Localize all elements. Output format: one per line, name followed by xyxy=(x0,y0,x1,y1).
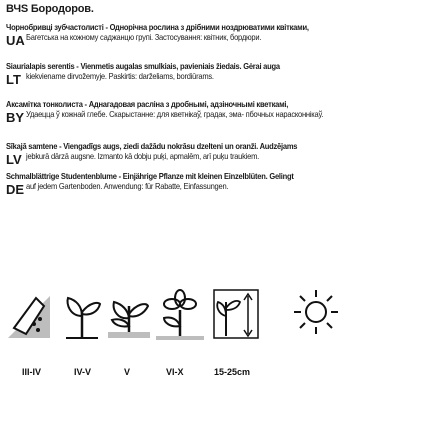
description-text: jebkurā dārzā augsne. Izmanto kā dobju puķi, apmalēm, arī puķu traukiem. xyxy=(26,152,259,161)
language-code: DE xyxy=(6,182,25,197)
description-first-line: Чорнобривці зубчастолисті - Однорічна рослина з дрібними ноздрюватими квітками, xyxy=(6,23,309,32)
language-code: LV xyxy=(6,152,22,167)
growing-calendar-labels xyxy=(0,367,422,383)
sowing-icon xyxy=(4,288,58,342)
description-lt xyxy=(6,62,416,86)
description-text: auf jedem Gartenboden. Anwendung: für Rabatte, Einfassungen. xyxy=(26,182,229,191)
description-lv xyxy=(6,142,416,166)
seedling-label: IV-V xyxy=(74,367,92,377)
blooming-label: VI-X xyxy=(166,367,184,377)
description-text: Багетська на кожному саджанцю групі. Застосування: квітник, бордюри. xyxy=(26,33,262,42)
description-ua xyxy=(6,23,416,47)
description-first-line: Schmalblättrige Studentenblume - Einjährige Pflanze mit kleinen Einzelblüten. Gelingt xyxy=(6,172,294,181)
description-text: kiekviename dirvožemyje. Paskirtis: darželiams, bordiūrams. xyxy=(26,72,214,81)
growing-calendar-icons xyxy=(0,288,422,338)
sun-icon xyxy=(292,288,342,342)
description-text: Удаецца ў кожнай глебе. Скарыстанне: для кветнікаў, градак, эма- пбочных нарасконнікаў. xyxy=(26,110,324,119)
description-de xyxy=(6,172,416,196)
flower-icon xyxy=(152,288,208,342)
description-first-line: Аксамітка тонколиста - Аднагадовая расліна з дробнымі, адзіночнымі кветкамі, xyxy=(6,100,289,109)
language-code: LT xyxy=(6,72,21,87)
language-code: UA xyxy=(6,33,25,48)
language-code: BY xyxy=(6,110,25,125)
description-by xyxy=(6,100,416,124)
description-first-line: Siaurialapis serentis - Vienmetis augalas smulkiais, pavieniais žiedais. Gėrai auga xyxy=(6,62,280,71)
page-title: ВЧS Бородоров. xyxy=(6,3,94,15)
description-first-line: Sīkajā samtene - Viengadīgs augs, ziedi dažādu nokrāsu dzelteni un oranži. Audzējams xyxy=(6,142,298,151)
height-icon xyxy=(212,288,262,342)
plant-icon xyxy=(104,288,154,342)
sowing-label: III-IV xyxy=(22,367,42,377)
planting-label: V xyxy=(124,367,131,377)
seedling-icon xyxy=(60,288,104,342)
height-label: 15-25cm xyxy=(214,367,251,377)
